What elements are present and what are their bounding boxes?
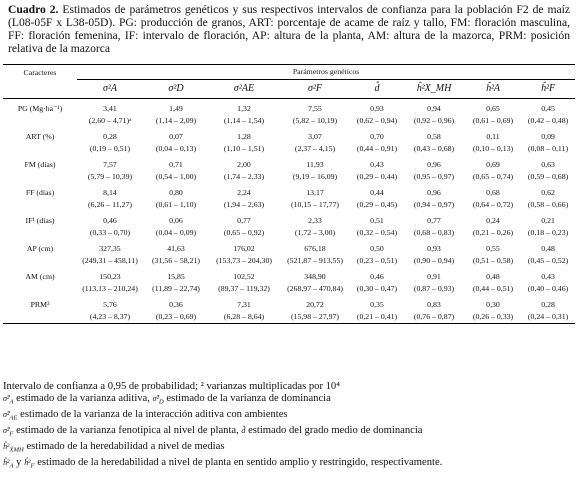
row-label: AP (cm)	[26, 244, 54, 253]
ci-cell: (0,29 – 0,44)	[356, 172, 398, 181]
table-row	[3, 295, 575, 311]
ci-cell: (11,89 – 22,74)	[152, 284, 200, 293]
estimate-cell: 1,32	[237, 104, 251, 113]
ci-cell: (0,10 – 0,13)	[472, 144, 514, 153]
row-label: PG (Mg·ha⁻¹)	[17, 104, 63, 113]
footnote-2a: estimado de la varianza aditiva,	[16, 393, 150, 405]
ci-cell: (0,26 – 0,33)	[465, 311, 521, 324]
estimate-cell: 0,80	[169, 188, 183, 197]
estimate-cell: 0,07	[169, 132, 183, 141]
ci-cell: (0,04 – 0,09)	[155, 228, 197, 237]
ci-cell: (0,87 – 0,93)	[413, 284, 455, 293]
ci-cell: (2,37 – 4,15)	[294, 144, 336, 153]
ci-cell: (6,26 – 11,27)	[88, 200, 132, 209]
column-header: σ²F	[279, 80, 351, 99]
ci-cell: (1,74 – 2,33)	[223, 172, 265, 181]
estimate-cell: 13,17	[306, 188, 324, 197]
footnote-6-text: estimado de la heredabilidad a nivel de planta en sentido amplio y restringido, respectivamente.	[37, 456, 443, 468]
ci-cell: (113,13 – 210,24)	[82, 284, 138, 293]
ci-cell: (1,10 – 1,51)	[223, 144, 265, 153]
estimate-cell: 0,48	[486, 272, 500, 281]
ci-cell: (1,94 – 2,63)	[223, 200, 265, 209]
table-row	[3, 239, 575, 255]
estimate-cell: 0,46	[103, 216, 117, 225]
row-label-blank	[3, 199, 77, 211]
ci-cell: (0,21 – 0,41)	[351, 311, 403, 324]
table-row-ci	[3, 171, 575, 183]
ci-cell: (0,45 – 0,52)	[527, 256, 569, 265]
estimate-cell: 0,96	[427, 160, 441, 169]
estimate-cell: 11,93	[306, 160, 324, 169]
ci-cell: (0,21 – 0,26)	[472, 228, 514, 237]
estimate-cell: 150,23	[99, 272, 121, 281]
table-row	[3, 183, 575, 199]
footnote-2	[3, 393, 575, 409]
ci-cell: (0,65 – 0,92)	[223, 228, 265, 237]
ci-cell: (0,24 – 0,31)	[521, 311, 575, 324]
estimate-cell: 0,35	[370, 300, 384, 309]
ci-cell: (2,60 – 4,71)ᵃ	[88, 116, 132, 125]
estimate-cell: 0,06	[169, 216, 183, 225]
h-xmh-symbol: $ĥ^2_{X̄MH}$	[3, 441, 24, 454]
ci-cell: (0,43 – 0,68)	[413, 144, 455, 153]
estimate-cell: 0,69	[486, 160, 500, 169]
estimate-cell: 176,02	[233, 244, 255, 253]
ci-cell: (0,19 – 0,51)	[89, 144, 131, 153]
footnotes	[3, 381, 575, 473]
row-label-blank	[3, 171, 77, 183]
footnote-4	[3, 425, 575, 441]
row-label: FF (días)	[25, 188, 55, 197]
estimate-cell: 5,76	[103, 300, 117, 309]
caption-text: Estimados de parámetros genéticos y sus respectivos intervalos de confianza para la población F2 de maíz (L08-05F x L38-05D). PG: producción de granos, ART: porcentaje de acame de raíz y tallo, FM: floración masculina, FF: floración femenina, IF: intervalo de floración, AP: altura de la planta, AM: altura de la mazorca, PRM: posición relativa de la mazorca	[8, 3, 570, 55]
table-row-ci	[3, 311, 575, 324]
ci-cell: (0,58 – 0,66)	[527, 200, 569, 209]
ci-cell: (0,08 – 0,11)	[528, 144, 569, 153]
row-label-blank	[3, 227, 77, 239]
ci-cell: (153,73 – 204,30)	[216, 256, 272, 265]
table-row-ci	[3, 255, 575, 267]
row-label: IF¹ (días)	[25, 216, 55, 225]
estimate-cell: 0,83	[427, 300, 441, 309]
ci-cell: (0,68 – 0,83)	[413, 228, 455, 237]
estimate-cell: 20,72	[306, 300, 324, 309]
table-row	[3, 127, 575, 143]
column-header: d̂	[351, 80, 403, 99]
ci-cell: (4,23 – 8,37)	[77, 311, 143, 324]
estimate-cell: 327,35	[99, 244, 121, 253]
estimate-cell: 0,71	[169, 160, 183, 169]
table-row-ci	[3, 143, 575, 155]
estimate-cell: 3,41	[103, 104, 117, 113]
ci-cell: (0,29 – 0,45)	[356, 200, 398, 209]
footnote-5-text: estimado de la heredabilidad a nivel de medias	[26, 440, 225, 452]
ci-cell: (0,04 – 0,13)	[155, 144, 197, 153]
estimate-cell: 0,30	[486, 300, 500, 309]
caption-label: Cuadro 2.	[8, 3, 59, 16]
estimate-cell: 0,43	[370, 160, 384, 169]
row-label-blank	[3, 143, 77, 155]
column-header: ĥ²F	[521, 80, 575, 99]
column-header: σ²D	[143, 80, 209, 99]
row-label-blank	[3, 311, 77, 324]
ci-cell: (0,62 – 0,94)	[356, 116, 398, 125]
ci-cell: (0,65 – 0,74)	[472, 172, 514, 181]
sigma-a-symbol: $\sigmâ^2_A$	[3, 394, 14, 406]
table-row-ci	[3, 283, 575, 295]
row-label-blank	[3, 115, 77, 127]
ci-cell: (0,23 – 0,69)	[143, 311, 209, 324]
estimate-cell: 0,55	[486, 244, 500, 253]
ci-cell: (9,19 – 16,09)	[292, 172, 338, 181]
estimate-cell: 0,11	[486, 132, 500, 141]
estimate-cell: 0,09	[541, 132, 555, 141]
estimate-cell: 0,94	[427, 104, 441, 113]
h-f-symbol: $ĥ^2_F$	[24, 457, 35, 470]
ci-cell: (0,76 – 0,87)	[403, 311, 465, 324]
sigma-f-symbol: $\sigmâ^2_F$	[3, 426, 14, 438]
estimate-cell: 0,62	[541, 188, 555, 197]
h-a-symbol: $ĥ^2_A$	[3, 457, 14, 470]
ci-cell: (0,61 – 0,69)	[472, 116, 514, 125]
ci-cell: (249,31 – 458,11)	[82, 256, 138, 265]
row-label: PRM²	[30, 300, 50, 309]
row-label: AM (cm)	[25, 272, 55, 281]
estimate-cell: 0,45	[541, 104, 555, 113]
sigma-ae-symbol: $\sigmâ^2_{AE}$	[3, 410, 18, 422]
table-caption	[8, 3, 570, 55]
estimate-cell: 0,46	[370, 272, 384, 281]
table-row-ci	[3, 115, 575, 127]
row-header: Caracteres	[3, 65, 77, 99]
estimate-cell: 0,36	[169, 300, 183, 309]
ci-cell: (0,44 – 0,51)	[472, 284, 514, 293]
estimate-cell: 2,24	[237, 188, 251, 197]
sigma-d-symbol: $\sigmâ^2_D$	[152, 394, 164, 406]
footnote-4b: estimado del grado medio de dominancia	[248, 425, 423, 437]
row-label-blank	[3, 283, 77, 295]
column-header: σ²AE	[209, 80, 279, 99]
estimate-cell: 676,18	[304, 244, 326, 253]
ci-cell: (0,90 – 0,94)	[413, 256, 455, 265]
estimate-cell: 0,28	[103, 132, 117, 141]
ci-cell: (0,92 – 0,96)	[413, 116, 455, 125]
ci-cell: (0,64 – 0,72)	[472, 200, 514, 209]
estimate-cell: 8,14	[103, 188, 117, 197]
ci-cell: (0,59 – 0,68)	[527, 172, 569, 181]
ci-cell: (89,37 – 119,32)	[218, 284, 270, 293]
estimate-cell: 0,43	[541, 272, 555, 281]
estimate-cell: 0,24	[486, 216, 500, 225]
estimate-cell: 0,91	[427, 272, 441, 281]
estimate-cell: 0,70	[370, 132, 384, 141]
row-label-blank	[3, 255, 77, 267]
footnote-4a: estimado de la varianza fenotípica al nivel de planta,	[16, 425, 239, 437]
ci-cell: (0,94 – 0,97)	[413, 200, 455, 209]
ci-cell: (268,97 – 470,84)	[287, 284, 343, 293]
estimate-cell: 1,28	[237, 132, 251, 141]
ci-cell: (1,14 – 1,54)	[223, 116, 265, 125]
estimate-cell: 7,55	[308, 104, 322, 113]
estimate-cell: 0,93	[427, 244, 441, 253]
estimate-cell: 7,31	[237, 300, 251, 309]
table-row-ci	[3, 199, 575, 211]
ci-cell: (1,14 – 2,09)	[155, 116, 197, 125]
estimate-cell: 0,28	[541, 300, 555, 309]
estimate-cell: 0,93	[370, 104, 384, 113]
estimate-cell: 0,68	[486, 188, 500, 197]
ci-cell: (521,87 – 913,55)	[287, 256, 343, 265]
table-row	[3, 211, 575, 227]
estimate-cell: 0,50	[370, 244, 384, 253]
ci-cell: (0,30 – 0,47)	[356, 284, 398, 293]
table-row	[3, 267, 575, 283]
ci-cell: (0,33 – 0,70)	[89, 228, 131, 237]
ci-cell: (0,18 – 0,23)	[527, 228, 569, 237]
estimate-cell: 348,90	[304, 272, 326, 281]
ci-cell: (6,28 – 8,64)	[209, 311, 279, 324]
estimate-cell: 0,77	[237, 216, 251, 225]
row-label: ART (%)	[25, 132, 55, 141]
footnote-3	[3, 409, 575, 425]
ci-cell: (5,79 – 10,39)	[87, 172, 133, 181]
ci-cell: (0,40 – 0,46)	[527, 284, 569, 293]
column-header: ĥ²X_MH	[403, 80, 465, 99]
footnote-2b: estimado de la varianza de dominancia	[166, 393, 331, 405]
row-label: FM (días)	[24, 160, 56, 169]
footnote-3-text: estimado de la varianza de la interacción aditiva con ambientes	[20, 409, 288, 421]
column-header: ĥ²A	[465, 80, 521, 99]
estimate-cell: 3,07	[308, 132, 322, 141]
estimate-cell: 15,85	[167, 272, 185, 281]
ci-cell: (15,98 – 27,97)	[279, 311, 351, 324]
footnote-5	[3, 441, 575, 457]
ci-cell: (5,82 – 10,19)	[292, 116, 338, 125]
ci-cell: (31,56 – 58,21)	[151, 256, 201, 265]
table-row-ci	[3, 227, 575, 239]
estimate-cell: 0,63	[541, 160, 555, 169]
estimate-cell: 2,33	[308, 216, 322, 225]
estimate-cell: 102,52	[233, 272, 255, 281]
ci-cell: (10,15 – 17,77)	[290, 200, 340, 209]
estimate-cell: 41,63	[167, 244, 185, 253]
ci-cell: (0,51 – 0,58)	[472, 256, 514, 265]
table-row	[3, 99, 575, 116]
estimate-cell: 0,48	[541, 244, 555, 253]
ci-cell: (0,54 – 1,00)	[155, 172, 197, 181]
ci-cell: (0,44 – 0,91)	[356, 144, 398, 153]
estimate-cell: 0,77	[427, 216, 441, 225]
estimate-cell: 0,65	[486, 104, 500, 113]
footnote-6: $ĥ^2_A$ y $ĥ^2_F$ estimado de la heredabilidad a nivel de planta en sentido amplio y restringido, respectivamente.	[3, 456, 443, 470]
estimate-cell: 0,21	[541, 216, 555, 225]
estimate-cell: 0,96	[427, 188, 441, 197]
ci-cell: (0,61 – 1,10)	[155, 200, 197, 209]
ci-cell: (1,72 – 3,00)	[294, 228, 336, 237]
estimate-cell: 1,49	[169, 104, 183, 113]
estimate-cell: 0,58	[427, 132, 441, 141]
estimate-cell: 2,00	[237, 160, 251, 169]
estimate-cell: 7,57	[103, 160, 117, 169]
ci-cell: (0,32 – 0,54)	[356, 228, 398, 237]
d-symbol: d̂	[241, 426, 246, 436]
column-header: σ²A	[77, 80, 143, 99]
group-header: Parámetros genéticos	[77, 65, 575, 80]
estimate-cell: 0,44	[370, 188, 384, 197]
ci-cell: (0,42 – 0,48)	[527, 116, 569, 125]
estimate-cell: 0,51	[370, 216, 384, 225]
table-row	[3, 155, 575, 171]
genetic-parameters-table	[3, 64, 575, 324]
ci-cell: (0,23 – 0,51)	[356, 256, 398, 265]
ci-cell: (0,95 – 0,97)	[413, 172, 455, 181]
footnote-1: Intervalo de confianza a 0,95 de probabilidad; ² varianzas multiplicadas por 10⁴	[3, 381, 340, 392]
